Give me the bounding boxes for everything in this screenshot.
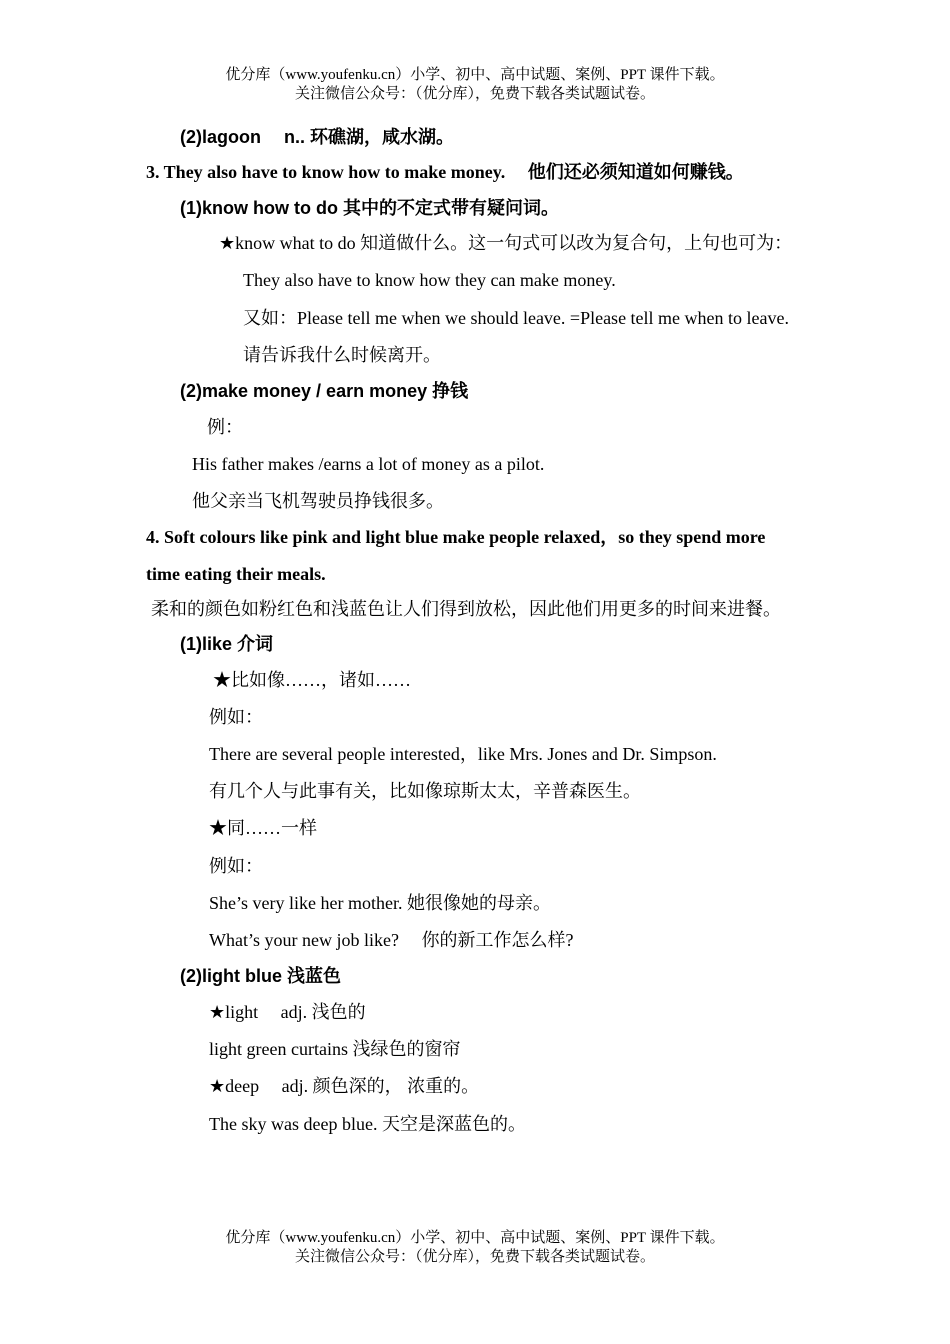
example-sentence: She’s very like her mother. 她很像她的母亲。 (209, 893, 551, 913)
page-footer-line-1: 优分库（www.youfenku.cn）小学、初中、高中试题、案例、PPT 课件下载。 (225, 1230, 725, 1246)
sentence-4-translation: 柔和的颜色如粉红色和浅蓝色让人们得到放松，因此他们用更多的时间来进餐。 (151, 599, 781, 619)
note-deep: ★deep adj. 颜色深的， 浓重的。 (209, 1076, 480, 1096)
example-label: 例如： (209, 707, 263, 727)
example-translation: 有几个人与此事有关，比如像琼斯太太，辛普森医生。 (209, 781, 641, 801)
subheading-know-how-to-do: (1)know how to do 其中的不定式带有疑问词。 (180, 198, 559, 218)
example-translation: 请告诉我什么时候离开。 (243, 345, 441, 365)
example-sentence: The sky was deep blue. 天空是深蓝色的。 (209, 1114, 526, 1134)
subheading-like: (1)like 介词 (180, 634, 274, 654)
subheading-light-blue: (2)light blue 浅蓝色 (180, 966, 341, 986)
example-sentence: There are several people interested，like Mrs. Jones and Dr. Simpson. (209, 744, 717, 764)
page-header-line-2: 关注微信公众号：（优分库），免费下载各类试题试卷。 (294, 86, 655, 102)
sentence-4-heading-line-1: 4. Soft colours like pink and light blue make people relaxed，so they spend more (146, 527, 766, 547)
example-translation: 他父亲当飞机驾驶员挣钱很多。 (192, 491, 444, 511)
example-sentence: They also have to know how they can make money. (243, 270, 616, 290)
example-label: 例： (207, 417, 243, 437)
sentence-4-heading-line-2: time eating their meals. (146, 564, 326, 584)
page-footer-line-2: 关注微信公众号：（优分库），免费下载各类试题试卷。 (294, 1249, 655, 1265)
example-sentence: What’s your new job like? 你的新工作怎么样? (209, 930, 574, 950)
subheading-make-money: (2)make money / earn money 挣钱 (180, 381, 469, 401)
note-know-what-to-do: ★know what to do 知道做什么。这一句式可以改为复合句，上句也可为： (219, 233, 793, 253)
example-phrase: light green curtains 浅绿色的窗帘 (209, 1039, 461, 1059)
example-sentence: 又如：Please tell me when we should leave. =Please tell me when to leave. (243, 308, 789, 328)
note-like-meaning-2: ★同……一样 (209, 818, 317, 838)
example-label: 例如： (209, 856, 263, 876)
note-light: ★light adj. 浅色的 (209, 1002, 366, 1022)
example-sentence: His father makes /earns a lot of money as a pilot. (192, 454, 545, 474)
subheading-lagoon: (2)lagoon n.. 环礁湖，咸水湖。 (180, 127, 454, 147)
sentence-3-heading: 3. They also have to know how to make money. 他们还必须知道如何赚钱。 (146, 162, 744, 182)
note-like-meaning-1: ★比如像……，诸如…… (213, 670, 411, 690)
page-header-line-1: 优分库（www.youfenku.cn）小学、初中、高中试题、案例、PPT 课件下载。 (225, 67, 725, 83)
